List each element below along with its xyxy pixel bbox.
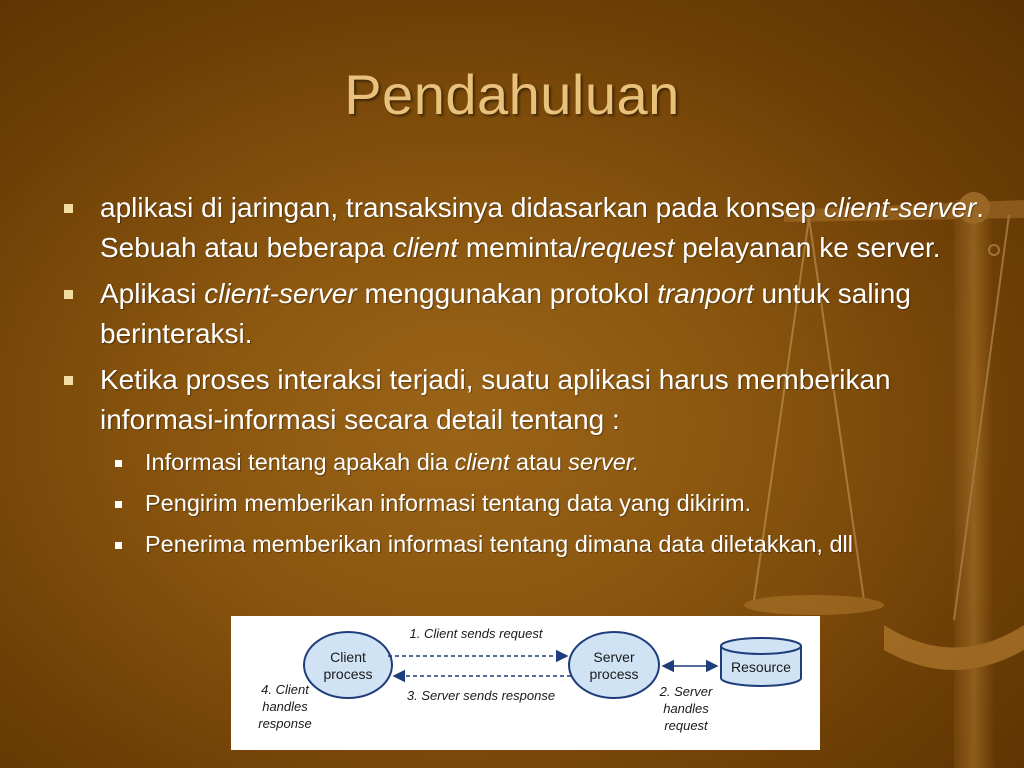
step2-caption-2: handles [663, 701, 709, 716]
bullet-list [62, 188, 992, 561]
text-segment: Ketika proses interaksi terjadi, suatu aplikasi harus memberikan informasi-informasi secara detail tentang : [100, 364, 891, 435]
client-process-label-2: process [323, 666, 373, 682]
text-segment: menggunakan protokol [356, 278, 658, 309]
server-process-label-2: process [589, 666, 639, 682]
text-segment: request [581, 232, 675, 263]
text-segment: client-server [823, 192, 977, 223]
bullet-item [62, 188, 992, 268]
text-segment: . Sebuah atau beberapa [100, 192, 985, 263]
text-segment: atau [509, 449, 569, 475]
text-segment: client [454, 449, 510, 475]
step4-caption-1: 4. Client [261, 682, 309, 697]
slide-content [62, 188, 992, 569]
step1-caption: 1. Client sends request [409, 626, 543, 641]
text-segment: meminta/ [458, 232, 582, 263]
step2-caption-3: request [664, 718, 708, 733]
step3-caption: 3. Server sends response [406, 688, 556, 703]
square-bullet-icon [64, 376, 73, 385]
text-segment: client [392, 232, 459, 263]
resource-label: Resource [731, 659, 791, 675]
text-segment: Aplikasi [100, 278, 205, 309]
step2-caption-1: 2. Server [659, 684, 713, 699]
square-bullet-icon [115, 542, 122, 549]
text-segment: Informasi tentang apakah dia [145, 449, 455, 475]
text-segment: tranport [657, 278, 754, 309]
client-process-node [304, 632, 392, 698]
bullet-item [62, 274, 992, 354]
client-server-diagram [231, 616, 820, 750]
text-segment: pelayanan ke server. [674, 232, 941, 263]
server-process-node [569, 632, 659, 698]
sub-bullet-item [62, 528, 992, 561]
slide-title: Pendahuluan [344, 63, 680, 126]
square-bullet-icon [64, 290, 73, 299]
step4-caption-2: handles [262, 699, 308, 714]
server-process-label-1: Server [593, 649, 635, 665]
text-segment: client-server [204, 278, 357, 309]
sub-bullet-list [62, 446, 992, 561]
sub-bullet-item [62, 487, 992, 520]
text-segment: aplikasi di jaringan, transaksinya didasarkan pada konsep [100, 192, 824, 223]
step4-caption-3: response [258, 716, 312, 731]
text-segment: untuk saling berinteraksi. [100, 278, 911, 349]
square-bullet-icon [64, 204, 73, 213]
client-process-label-1: Client [330, 649, 366, 665]
text-segment: server. [568, 449, 640, 475]
square-bullet-icon [115, 460, 122, 467]
text-segment: Pengirim memberikan informasi tentang data yang dikirim. [145, 490, 752, 516]
sub-bullet-item [62, 446, 992, 479]
text-segment: Penerima memberikan informasi tentang dimana data diletakkan, dll [145, 531, 853, 557]
bullet-item [62, 360, 992, 440]
square-bullet-icon [115, 501, 122, 508]
